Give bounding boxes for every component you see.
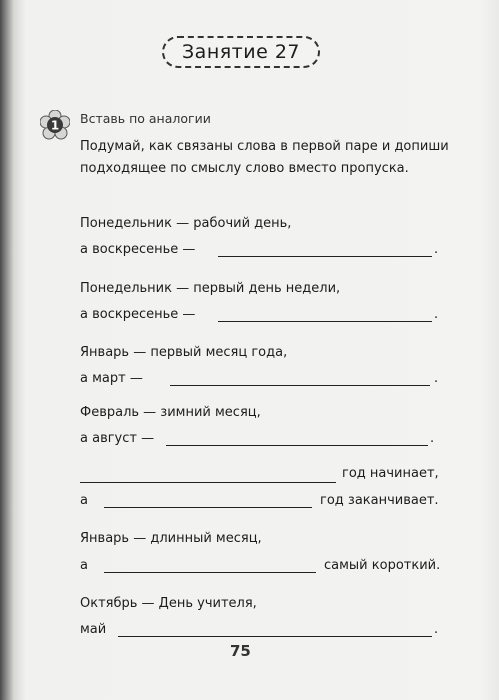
answer-blank-3[interactable] bbox=[170, 385, 430, 386]
exercise-6-prefix: а bbox=[80, 558, 88, 573]
page-number: 75 bbox=[230, 642, 251, 660]
exercise-1-line2: а воскресенье — bbox=[80, 242, 196, 257]
exercise-3-line1: Январь — первый месяц года, bbox=[80, 345, 288, 360]
exercise-2-line1: Понедельник — первый день недели, bbox=[80, 281, 341, 296]
bleed-through bbox=[345, 62, 495, 402]
exercise-1-line1: Понедельник — рабочий день, bbox=[80, 216, 292, 231]
exercise-1-end: . bbox=[434, 242, 439, 257]
exercise-4-line2: а август — bbox=[80, 431, 155, 446]
exercise-2-end: . bbox=[434, 307, 439, 322]
answer-blank-1[interactable] bbox=[218, 256, 432, 257]
exercise-5-line3: год начинает, bbox=[342, 466, 439, 481]
lesson-title bbox=[162, 36, 320, 68]
exercise-3-line2: а март — bbox=[80, 371, 143, 386]
lesson-title-text: Занятие 27 bbox=[182, 41, 300, 63]
exercise-5-prefix: а bbox=[80, 493, 88, 508]
exercise-2-line2: а воскресенье — bbox=[80, 307, 196, 322]
flower-badge-icon bbox=[40, 110, 70, 140]
exercise-7-line1: Октябрь — День учителя, bbox=[80, 596, 257, 611]
exercise-6-line1: Январь — длинный месяц, bbox=[80, 531, 262, 546]
exercise-7-end: . bbox=[434, 622, 439, 637]
task-title: Вставь по аналогии bbox=[80, 111, 211, 126]
answer-blank-7[interactable] bbox=[118, 636, 432, 637]
answer-blank-6[interactable] bbox=[104, 572, 316, 573]
exercise-7-prefix: май bbox=[80, 622, 107, 637]
exercise-4-end: . bbox=[430, 431, 435, 446]
exercise-4-line1: Февраль — зимний месяц, bbox=[80, 405, 261, 420]
exercise-3-end: . bbox=[434, 371, 439, 386]
task-instruction: Подумай, как связаны слова в первой паре и допиши подходящее по смыслу слово вместо пропуска. bbox=[80, 139, 449, 176]
answer-blank-5a[interactable] bbox=[80, 482, 336, 483]
exercise-6-line2: самый короткий. bbox=[324, 558, 441, 573]
answer-blank-4[interactable] bbox=[166, 445, 428, 446]
answer-blank-5b[interactable] bbox=[104, 507, 312, 508]
exercise-5-line4: год заканчивает. bbox=[320, 493, 439, 508]
task-number: 1 bbox=[50, 118, 60, 133]
answer-blank-2[interactable] bbox=[218, 321, 432, 322]
